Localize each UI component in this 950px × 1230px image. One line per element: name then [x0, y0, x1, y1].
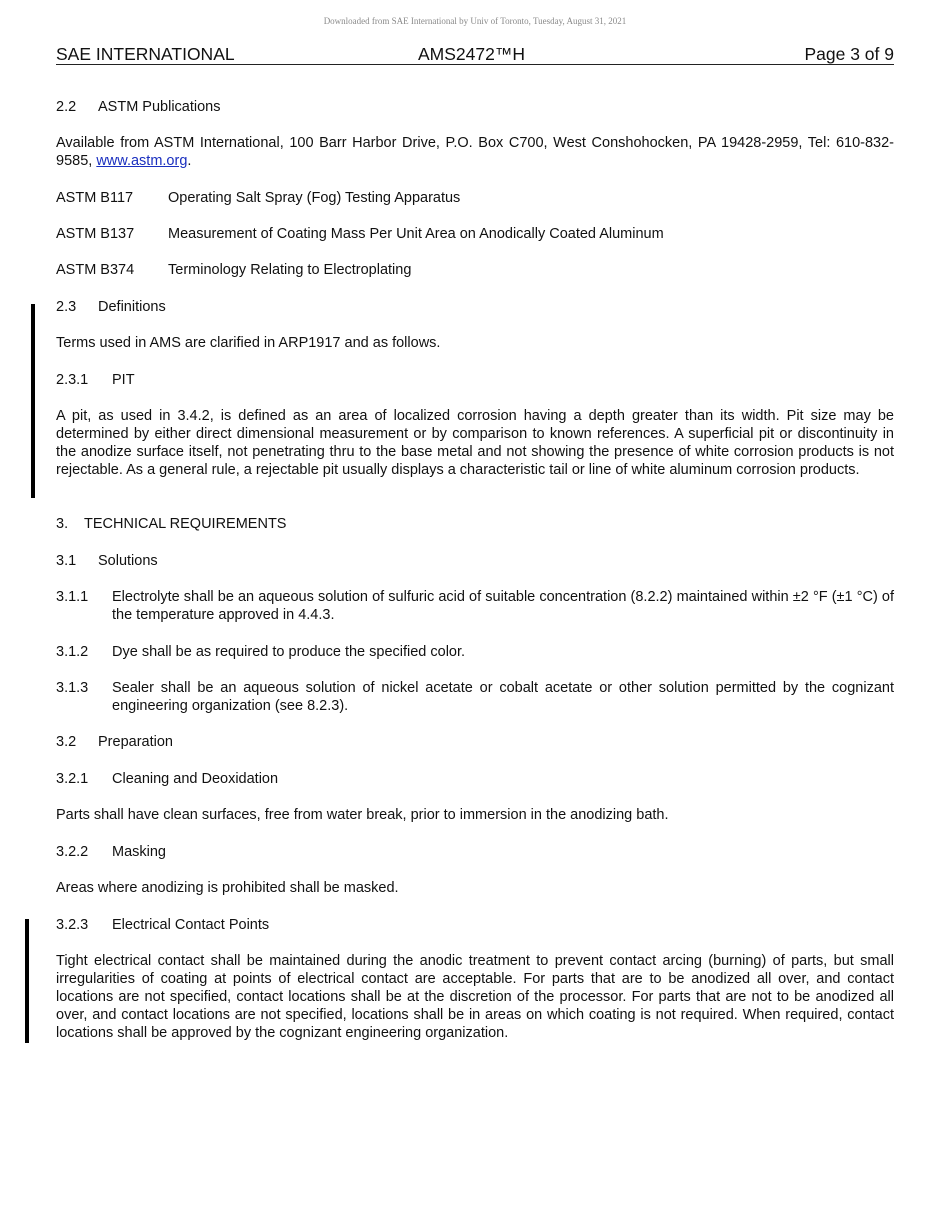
item-number: 3.1.3 — [56, 680, 89, 696]
section-2-3-1-heading — [56, 371, 135, 389]
definitions-paragraph: Terms used in AMS are clarified in ARP1917 and as follows. — [56, 335, 441, 351]
section-title: Solutions — [98, 553, 158, 569]
reference-astm-b374 — [56, 261, 411, 279]
section-3-heading — [56, 515, 286, 533]
astm-availability-paragraph — [56, 134, 894, 170]
masking-paragraph: Areas where anodizing is prohibited shall be masked. — [56, 880, 399, 896]
item-text: Electrolyte shall be an aqueous solution of sulfuric acid of suitable concentration (8.2.2) maintained within ±2 °F (±1 °C) of the temperature approved in 4.4.3. — [112, 589, 894, 623]
reference-astm-b117 — [56, 189, 460, 207]
astm-website-link[interactable]: www.astm.org — [96, 153, 188, 169]
section-title: PIT — [112, 372, 135, 388]
section-2-3-heading — [56, 298, 166, 316]
reference-code: ASTM B374 — [56, 262, 135, 278]
item-3-1-1 — [56, 588, 894, 624]
header-org: SAE INTERNATIONAL — [56, 44, 235, 64]
page-header — [56, 44, 894, 65]
availability-text: Available from ASTM International, 100 Barr Harbor Drive, P.O. Box C700, West Conshohocken, PA 19428-2959, Tel: 610-832-9585, — [56, 135, 894, 169]
section-title: Preparation — [98, 734, 173, 750]
section-3-2-2-heading — [56, 843, 166, 861]
section-number: 3.2 — [56, 734, 77, 750]
download-watermark: Downloaded from SAE International by Univ of Toronto, Tuesday, August 31, 2021 — [323, 16, 627, 26]
reference-code: ASTM B117 — [56, 190, 134, 206]
section-number: 3. — [56, 516, 69, 532]
revision-change-bar — [31, 304, 35, 498]
availability-period: . — [187, 153, 192, 169]
section-title: TECHNICAL REQUIREMENTS — [84, 516, 287, 532]
section-number: 2.3 — [56, 299, 77, 315]
section-title: Cleaning and Deoxidation — [112, 771, 279, 787]
section-title: Masking — [112, 844, 166, 860]
section-2-2-heading — [56, 98, 221, 116]
item-text: Sealer shall be an aqueous solution of nickel acetate or cobalt acetate or other solution permitted by the cognizant engineering organization (see 8.2.3). — [112, 680, 894, 714]
section-3-2-3-heading — [56, 916, 269, 934]
section-3-2-1-heading — [56, 770, 278, 788]
reference-astm-b137 — [56, 225, 664, 243]
section-title: Definitions — [98, 299, 166, 315]
section-number: 3.2.1 — [56, 771, 89, 787]
header-doc-number: AMS2472™H — [418, 44, 525, 64]
section-number: 2.3.1 — [56, 372, 89, 388]
item-3-1-2 — [56, 643, 894, 661]
item-text: Dye shall be as required to produce the specified color. — [112, 644, 466, 660]
section-3-1-heading — [56, 552, 158, 570]
section-number: 3.2.3 — [56, 917, 89, 933]
section-3-2-heading — [56, 733, 173, 751]
revision-change-bar — [25, 919, 29, 1043]
section-number: 3.2.2 — [56, 844, 89, 860]
section-title: ASTM Publications — [98, 99, 221, 115]
reference-title: Measurement of Coating Mass Per Unit Area on Anodically Coated Aluminum — [168, 226, 664, 242]
section-number: 2.2 — [56, 99, 77, 115]
header-page-number: Page 3 of 9 — [804, 44, 894, 64]
section-number: 3.1 — [56, 553, 77, 569]
item-3-1-3 — [56, 679, 894, 715]
pit-definition-paragraph: A pit, as used in 3.4.2, is defined as an area of localized corrosion having a depth greater than its width. Pit size may be determined by either direct dimensional measurement or by comparison to known references. A superficial pit or discontinuity in the anodize surface itself, not penetrating thru to the base metal and not showing the presence of white corrosion products is not rejectable. As a general rule, a rejectable pit usually displays a characteristic tail or line of white aluminum corrosion products. — [56, 408, 894, 478]
reference-code: ASTM B137 — [56, 226, 135, 242]
reference-title: Terminology Relating to Electroplating — [168, 262, 412, 278]
section-title: Electrical Contact Points — [112, 917, 270, 933]
item-number: 3.1.1 — [56, 589, 89, 605]
item-number: 3.1.2 — [56, 644, 89, 660]
cleaning-paragraph: Parts shall have clean surfaces, free from water break, prior to immersion in the anodizing bath. — [56, 807, 669, 823]
reference-title: Operating Salt Spray (Fog) Testing Apparatus — [168, 190, 461, 206]
electrical-contact-paragraph: Tight electrical contact shall be maintained during the anodic treatment to prevent contact arcing (burning) of parts, but small irregularities of coating at points of electrical contact are acceptable. For parts that are to be anodized all over, and contact locations are not specified, contact locations shall be at the discretion of the processor. For parts that are not to be anodized all over, and contact locations are not specified, locations shall be in areas on which coating is not required. When required, contact locations shall be approved by the cognizant engineering organization. — [56, 953, 894, 1041]
